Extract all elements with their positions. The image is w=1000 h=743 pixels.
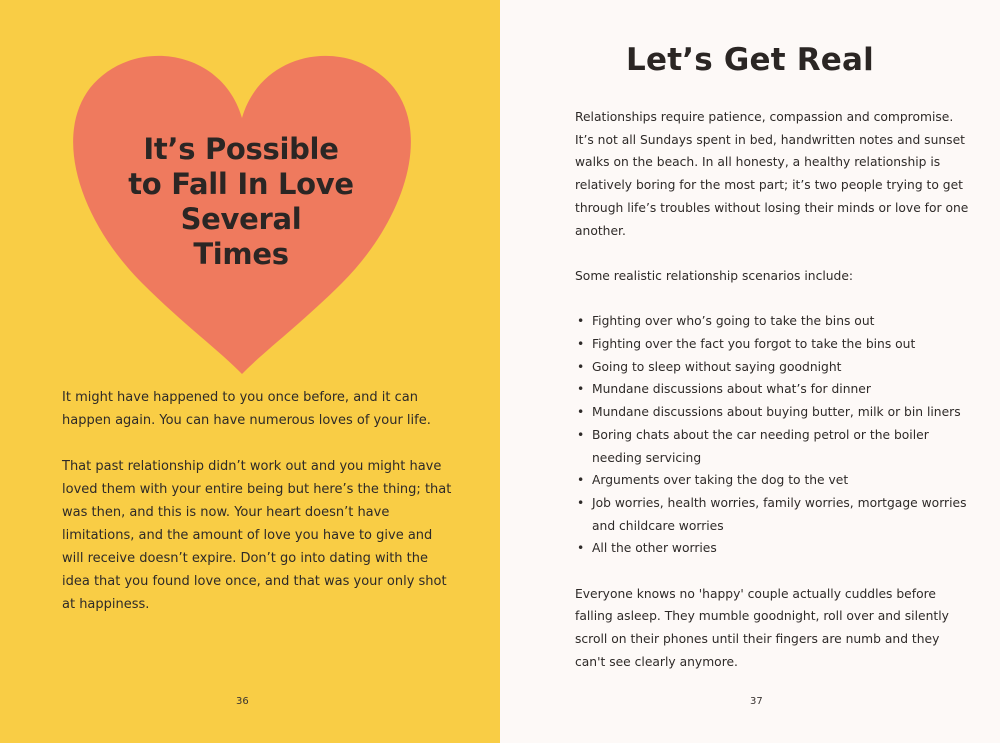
list-item: • Arguments over taking the dog to the vet [575,469,970,492]
list-item: • All the other worries [575,537,970,560]
list-item: • Mundane discussions about what’s for dinner [575,378,970,401]
list-item: • Mundane discussions about buying butter, milk or bin liners [575,401,970,424]
list-item: • Fighting over the fact you forgot to take the bins out [575,333,970,356]
left-body-text [62,386,452,639]
left-paragraph-1: It might have happened to you once before, and it can happen again. You can have numerous loves of your life. [62,390,431,428]
right-body-text [575,106,970,674]
heart-title [96,132,386,272]
page-number-right: 37 [750,696,763,707]
closing-paragraph: Everyone knows no 'happy' couple actually cuddles before falling asleep. They mumble goodnight, roll over and silently scroll on their phones until their fingers are numb and they can't see clearly anymore. [575,586,949,669]
list-item: • Boring chats about the car needing petrol or the boiler needing servicing [575,424,970,469]
page-title: Let’s Get Real [626,42,874,78]
left-paragraph-2: That past relationship didn’t work out and you might have loved them with your entire being but here’s the thing; that was then, and this is now. Your heart doesn’t have limitations, and the amount of love you have to give and will receive doesn’t expire. Don’t go into dating with the idea that you found love once, and that was your only shot at happiness. [62,459,452,612]
heart-title-line-2: to Fall In Love [128,167,354,201]
page-number-left: 36 [236,696,249,707]
heart-title-line-1: It’s Possible [143,132,339,166]
heart-title-line-4: Times [193,237,289,271]
list-intro: Some realistic relationship scenarios include: [575,268,854,283]
list-item: • Job worries, health worries, family worries, mortgage worries and childcare worries [575,492,970,537]
scenario-list [575,310,970,560]
right-page [500,0,1000,743]
intro-paragraph: Relationships require patience, compassion and compromise. It’s not all Sundays spent in bed, handwritten notes and sunset walks on the beach. In all honesty, a healthy relationship is relatively boring for the most part; it’s two people trying to get through life’s troubles without losing their minds or love for one another. [575,110,969,238]
heart-title-line-3: Several [180,202,302,236]
list-item: • Going to sleep without saying goodnight [575,356,970,379]
list-item: • Fighting over who’s going to take the bins out [575,310,970,333]
